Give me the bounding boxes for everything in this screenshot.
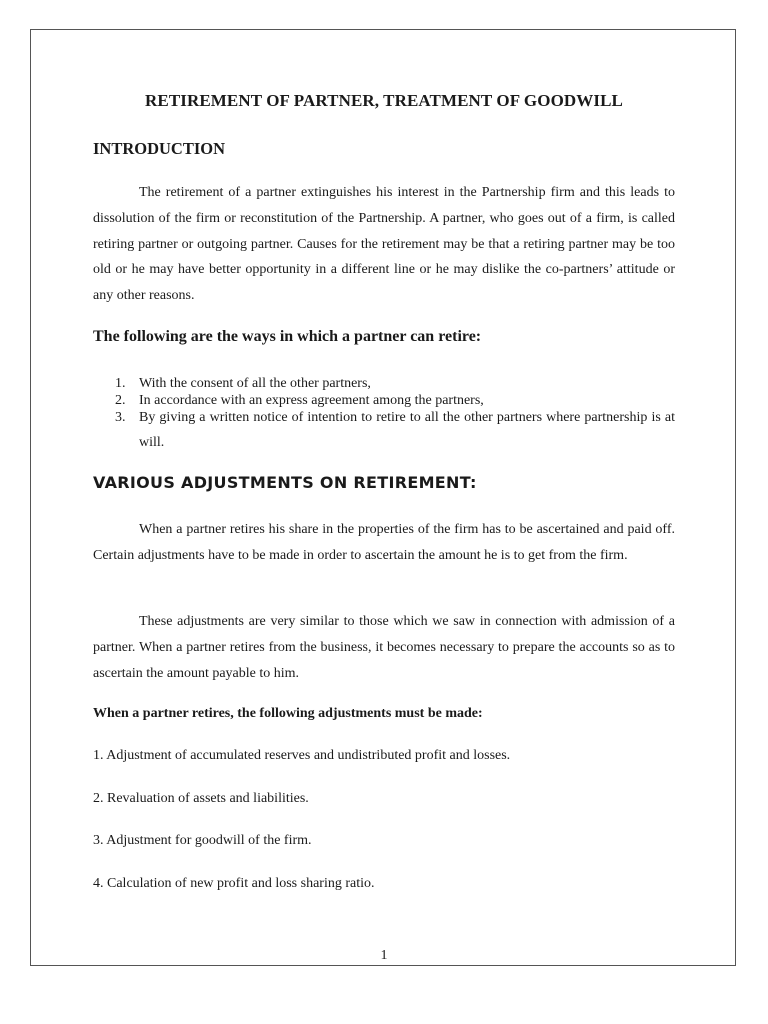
document-title: RETIREMENT OF PARTNER, TREATMENT OF GOODWILL (145, 91, 623, 110)
introduction-heading: INTRODUCTION (93, 139, 226, 158)
page-border (30, 29, 736, 966)
adjustment-item: 3. Adjustment for goodwill of the firm. (93, 833, 312, 848)
retire-paragraph: When a partner retires his share in the properties of the firm has to be ascertained and paid off. Certain adjustments have to be made in order to ascertain the amount he is to get from the firm. (93, 522, 675, 563)
list-item-text: By giving a written notice of intention to retire to all the other partners where partnership is at will. (139, 410, 675, 450)
adjustment-item: 1. Adjustment of accumulated reserves and undistributed profit and losses. (93, 748, 511, 763)
similar-paragraph: These adjustments are very similar to those which we saw in connection with admission of a partner. When a partner retires from the business, it becomes necessary to prepare the accounts so as to ascertain the amount payable to him. (93, 614, 675, 681)
introduction-paragraph: The retirement of a partner extinguishes his interest in the Partnership firm and this leads to dissolution of the firm or reconstitution of the Partnership. A partner, who goes out of a firm, is called retiring partner or outgoing partner. Causes for the retirement may be that a retiring partner may be too old or he may have better opportunity in a different line or he may dislike the co-partners’ attitude or any other reasons. (93, 185, 675, 304)
list-item-text: In accordance with an express agreement among the partners, (139, 393, 484, 408)
adjustments-heading: VARIOUS ADJUSTMENTS ON RETIREMENT: (93, 473, 477, 492)
list-item (93, 405, 675, 455)
ways-heading: The following are the ways in which a partner can retire: (93, 328, 482, 345)
list-item-text: With the consent of all the other partners, (139, 376, 371, 391)
list-item-number: 1. (115, 376, 126, 391)
adjustments-intro: When a partner retires, the following adjustments must be made: (93, 706, 483, 721)
ways-list (93, 375, 675, 455)
adjustment-item: 2. Revaluation of assets and liabilities. (93, 791, 309, 806)
page-number: 1 (380, 948, 388, 963)
list-item-number: 3. (115, 410, 126, 425)
list-item (93, 375, 675, 392)
list-item-number: 2. (115, 393, 126, 408)
adjustment-item: 4. Calculation of new profit and loss sharing ratio. (93, 876, 375, 891)
